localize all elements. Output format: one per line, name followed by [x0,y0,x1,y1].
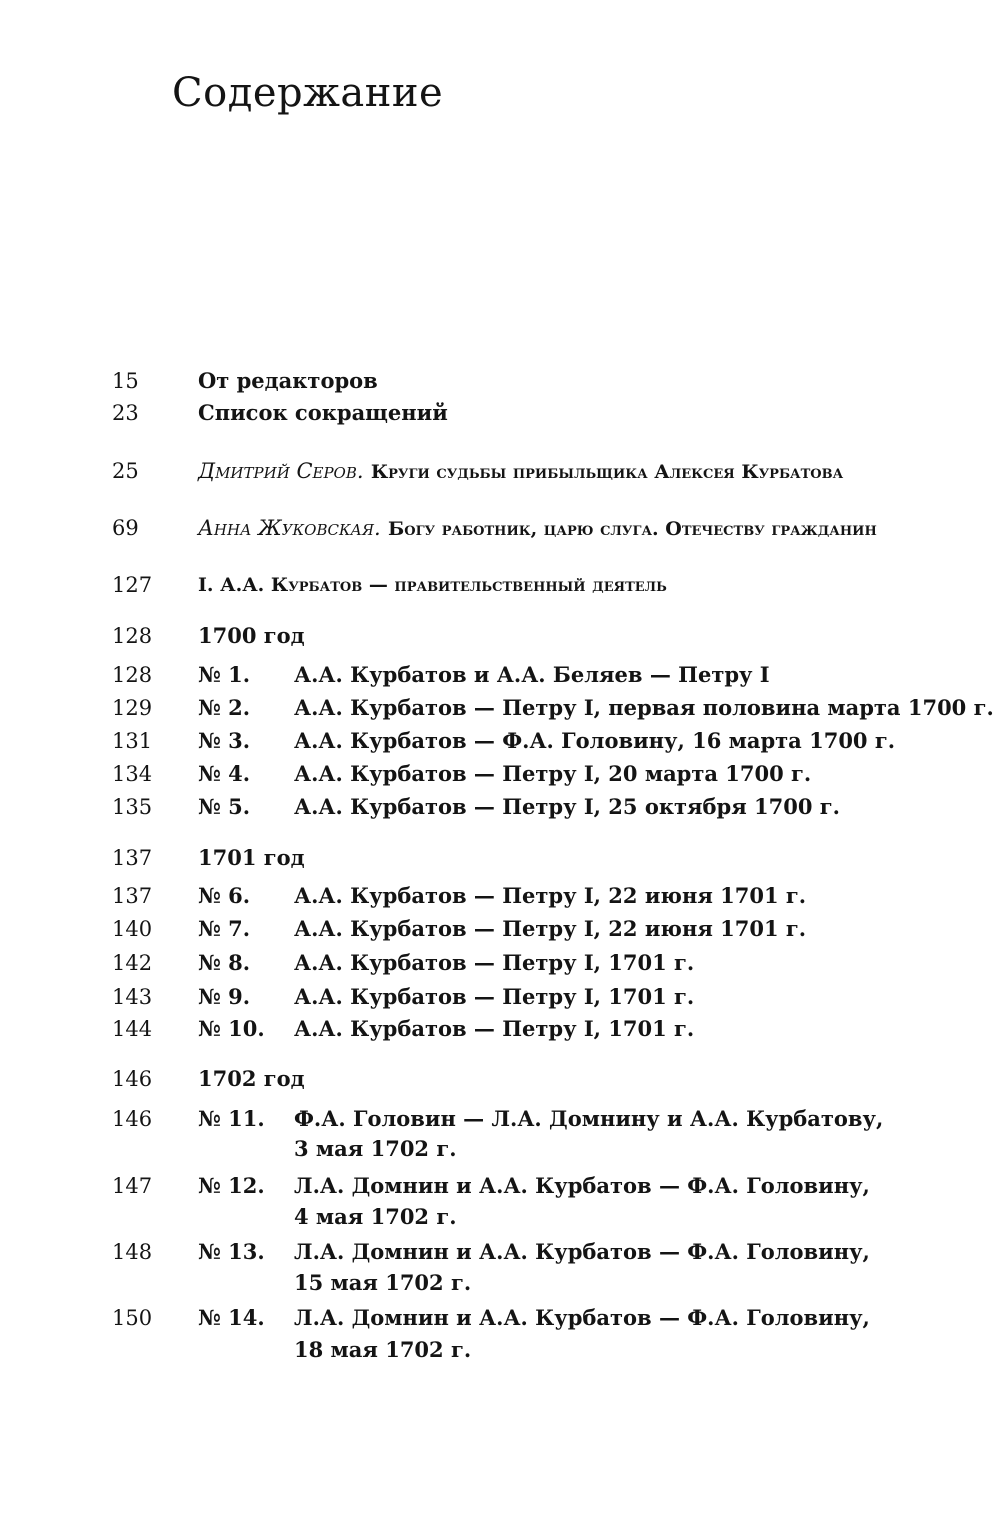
page-number: 127 [112,573,153,597]
page-number: 131 [112,729,153,753]
document-number: № 9. [198,984,251,1009]
page-number: 143 [112,985,153,1009]
document-number: № 1. [198,662,251,687]
document-date: 4 мая 1702 г. [294,1204,457,1229]
page-number: 150 [112,1306,153,1330]
page-number: 15 [112,369,139,393]
page-number: 128 [112,624,153,648]
document-number: № 7. [198,916,251,941]
document-title: А.А. Курбатов — Петру I, 20 марта 1700 г. [294,761,812,786]
page-title: Содержание [172,70,444,116]
page-number: 134 [112,762,153,786]
page-number: 69 [112,516,139,540]
year-label: 1701 год [198,845,305,870]
document-date: 15 мая 1702 г. [294,1270,472,1295]
document-title: А.А. Курбатов — Петру I, первая половина марта 1700 г. [294,695,994,720]
entry-title [198,455,843,488]
document-number: № 11. [198,1106,265,1131]
year-label: 1700 год [198,623,305,648]
entry-title [198,512,877,545]
document-number: № 3. [198,728,251,753]
entry-title: От редакторов [198,368,378,393]
essay-author: Анна Жуковская. [198,516,381,540]
document-number: № 5. [198,794,251,819]
document-number: № 14. [198,1305,265,1330]
document-title: А.А. Курбатов — Ф.А. Головину, 16 марта 1700 г. [294,728,896,753]
page-number: 25 [112,459,139,483]
document-date: 18 мая 1702 г. [294,1337,472,1362]
essay-title: Богу работник, царю слуга. Отечеству гражданин [388,518,877,540]
document-number: № 10. [198,1016,265,1041]
document-date: 3 мая 1702 г. [294,1136,457,1161]
page-number: 129 [112,696,153,720]
document-title: А.А. Курбатов — Петру I, 1701 г. [294,1016,695,1041]
document-title: Л.А. Домнин и А.А. Курбатов — Ф.А. Головину, [294,1305,870,1330]
page-number: 147 [112,1174,153,1198]
page-number: 144 [112,1017,153,1041]
essay-title: Круги судьбы прибыльщика Алексея Курбатова [370,461,844,483]
document-title: Ф.А. Головин — Л.А. Домнину и А.А. Курбатову, [294,1106,884,1131]
document-number: № 2. [198,695,251,720]
document-title: А.А. Курбатов — Петру I, 22 июня 1701 г. [294,883,807,908]
page-number: 146 [112,1107,153,1131]
document-title: А.А. Курбатов и А.А. Беляев — Петру I [294,662,770,687]
page-number: 135 [112,795,153,819]
page-number: 23 [112,401,139,425]
page-number: 142 [112,951,153,975]
page-number: 140 [112,917,153,941]
entry-title: Список сокращений [198,400,448,425]
document-title: А.А. Курбатов — Петру I, 22 июня 1701 г. [294,916,807,941]
document-title: Л.А. Домнин и А.А. Курбатов — Ф.А. Головину, [294,1173,870,1198]
page-number: 128 [112,663,153,687]
page-number: 146 [112,1067,153,1091]
document-number: № 13. [198,1239,265,1264]
document-title: Л.А. Домнин и А.А. Курбатов — Ф.А. Головину, [294,1239,870,1264]
year-label: 1702 год [198,1066,305,1091]
part-title: I. А.А. Курбатов — правительственный деятель [198,574,667,596]
essay-author: Дмитрий Серов. [198,459,364,483]
page-number: 137 [112,884,153,908]
document-title: А.А. Курбатов — Петру I, 1701 г. [294,950,695,975]
document-number: № 8. [198,950,251,975]
document-number: № 4. [198,761,251,786]
page-number: 148 [112,1240,153,1264]
page-number: 137 [112,846,153,870]
document-number: № 6. [198,883,251,908]
document-number: № 12. [198,1173,265,1198]
document-title: А.А. Курбатов — Петру I, 25 октября 1700 г. [294,794,840,819]
document-title: А.А. Курбатов — Петру I, 1701 г. [294,984,695,1009]
